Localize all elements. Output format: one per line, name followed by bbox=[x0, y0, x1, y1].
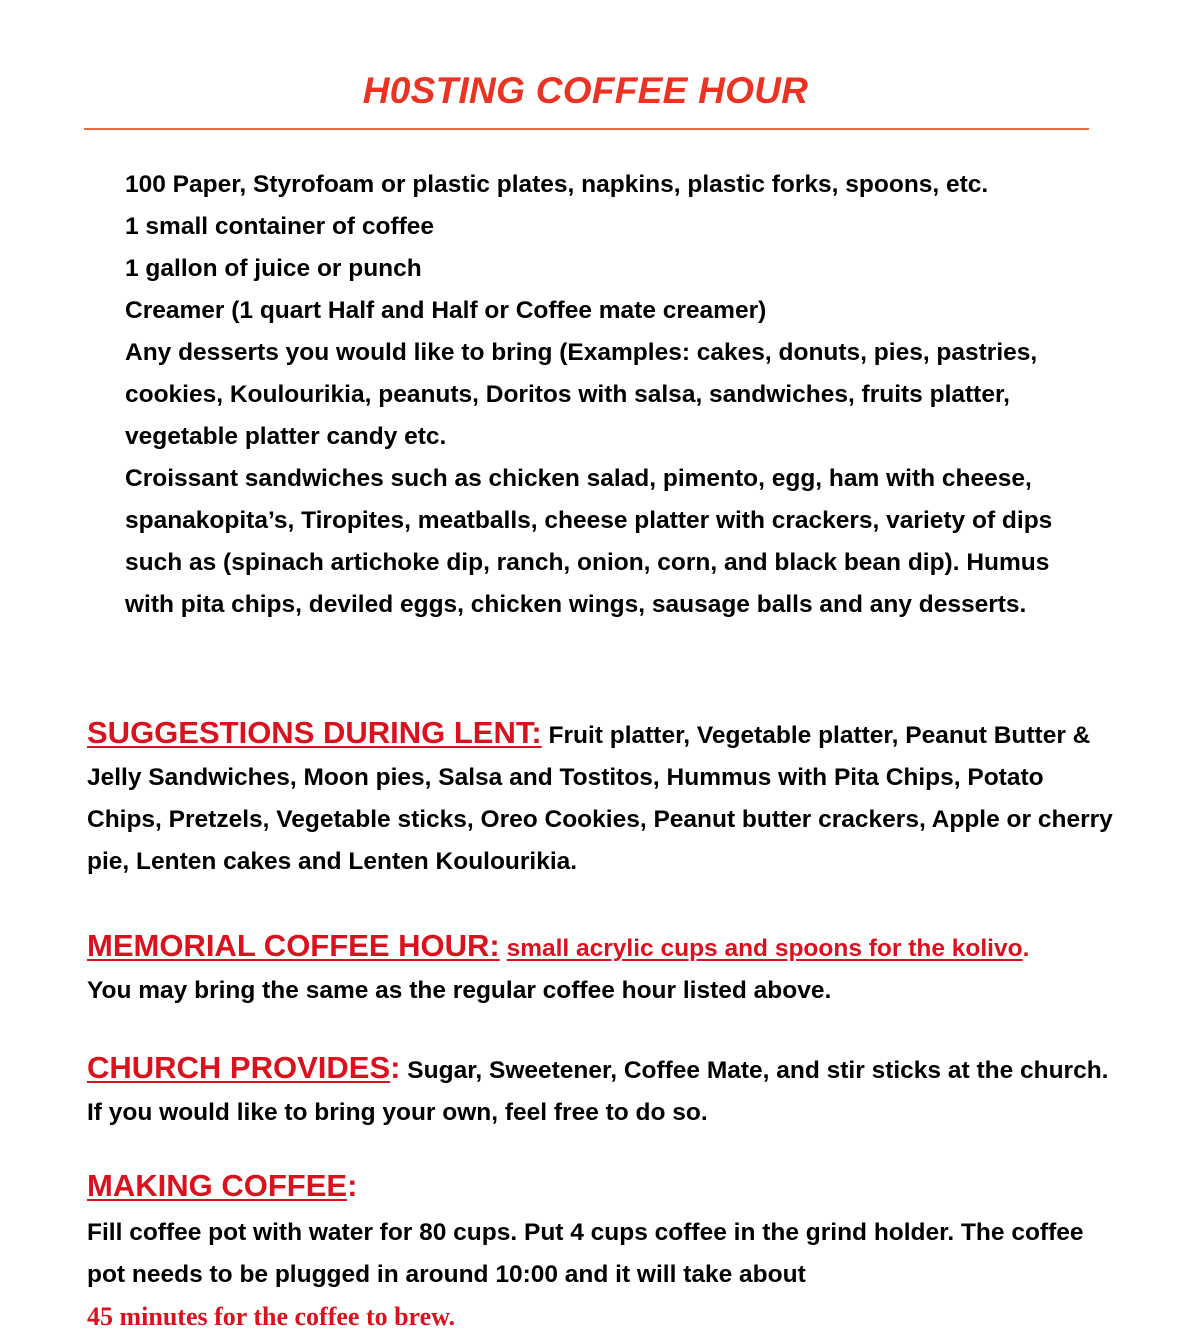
memorial-text: You may bring the same as the regular coffee hour listed above. bbox=[87, 977, 832, 1004]
church-section bbox=[87, 1047, 1117, 1134]
page-title: H0STING COFFEE HOUR bbox=[362, 70, 809, 111]
memorial-note-period: . bbox=[1022, 935, 1030, 962]
memorial-section bbox=[87, 925, 1117, 1012]
making-section bbox=[87, 1163, 1117, 1339]
list-item: 1 gallon of juice or punch bbox=[125, 255, 422, 282]
making-heading: MAKING COFFEE bbox=[87, 1168, 348, 1203]
lent-heading: SUGGESTIONS DURING LENT: bbox=[87, 715, 542, 750]
church-heading: CHURCH PROVIDES bbox=[87, 1050, 391, 1085]
list-item: 100 Paper, Styrofoam or plastic plates, napkins, plastic forks, spoons, etc. bbox=[125, 171, 989, 198]
list-item: 1 small container of coffee bbox=[125, 213, 435, 240]
brew-time-note: 45 minutes for the coffee to brew. bbox=[87, 1302, 456, 1331]
list-item: Any desserts you would like to bring (Examples: cakes, donuts, pies, pastries, cookies, Koulourikia, peanuts, Doritos with salsa, sandwiches, fruits platter, vegetable platter candy etc. bbox=[125, 339, 1038, 450]
list-item: Creamer (1 quart Half and Half or Coffee mate creamer) bbox=[125, 297, 767, 324]
church-heading-colon: : bbox=[390, 1050, 401, 1085]
church-text: Sugar, Sweetener, Coffee Mate, and stir sticks at the church. If you would like to bring your own, feel free to do so. bbox=[87, 1057, 1109, 1126]
lent-text: Fruit platter, Vegetable platter, Peanut Butter & Jelly Sandwiches, Moon pies, Salsa and Tostitos, Hummus with Pita Chips, Potato Chips, Pretzels, Vegetable sticks, Oreo Cookies, Peanut butter crackers, Apple or cherry pie, Lenten cakes and Lenten Koulourikia. bbox=[87, 722, 1113, 875]
making-text: Fill coffee pot with water for 80 cups. Put 4 cups coffee in the grind holder. The coffee pot needs to be plugged in around 10:00 and it will take about bbox=[87, 1219, 1084, 1288]
supplies-list bbox=[125, 164, 1105, 626]
lent-section bbox=[87, 712, 1117, 883]
memorial-heading: MEMORIAL COFFEE HOUR: bbox=[87, 928, 500, 963]
making-heading-line bbox=[87, 1163, 1117, 1212]
list-item: Croissant sandwiches such as chicken salad, pimento, egg, ham with cheese, spanakopita’s, Tiropites, meatballs, cheese platter with crackers, variety of dips such as (spinach artichoke dip, ranch, onion, corn, and black bean dip). Humus with pita chips, deviled eggs, chicken wings, sausage balls and any desserts. bbox=[125, 465, 1053, 618]
making-heading-colon: : bbox=[347, 1168, 358, 1203]
title-divider bbox=[84, 128, 1089, 130]
memorial-note: small acrylic cups and spoons for the kolivo bbox=[506, 935, 1023, 962]
